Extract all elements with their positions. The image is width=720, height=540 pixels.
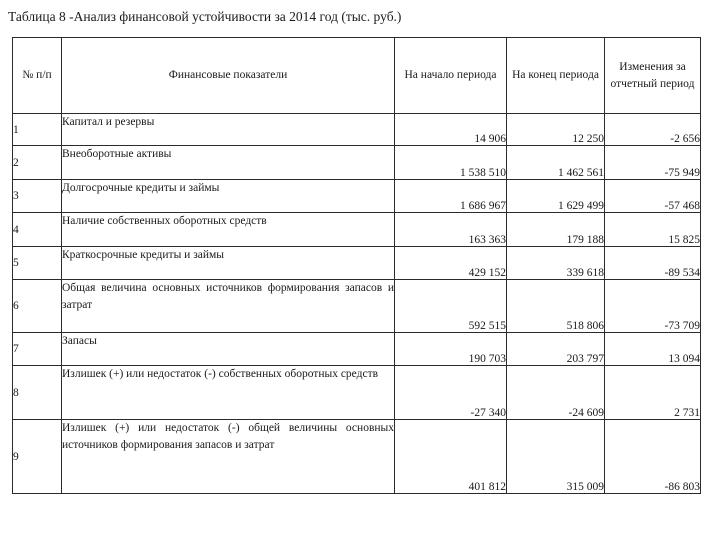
change-value: -89 534 xyxy=(605,247,701,280)
row-number: 4 xyxy=(13,213,62,247)
change-value: 13 094 xyxy=(605,333,701,366)
end-value: 315 009 xyxy=(507,420,605,494)
table-row xyxy=(13,180,701,213)
end-value: -24 609 xyxy=(507,366,605,420)
indicator-name: Излишек (+) или недостаток (-) общей величины основных источников формирования запасов и затрат xyxy=(62,420,395,494)
table-row xyxy=(13,366,701,420)
row-number: 6 xyxy=(13,280,62,333)
change-value: 2 731 xyxy=(605,366,701,420)
end-value: 339 618 xyxy=(507,247,605,280)
change-value: -2 656 xyxy=(605,114,701,146)
start-value: 163 363 xyxy=(395,213,507,247)
end-value: 1 462 561 xyxy=(507,146,605,180)
table-row xyxy=(13,280,701,333)
start-value: 429 152 xyxy=(395,247,507,280)
row-number: 8 xyxy=(13,366,62,420)
end-value: 1 629 499 xyxy=(507,180,605,213)
header-start: На начало периода xyxy=(395,38,507,114)
row-number: 5 xyxy=(13,247,62,280)
start-value: 1 538 510 xyxy=(395,146,507,180)
indicator-name: Наличие собственных оборотных средств xyxy=(62,213,395,247)
change-value: -75 949 xyxy=(605,146,701,180)
start-value: 401 812 xyxy=(395,420,507,494)
table-row xyxy=(13,213,701,247)
row-number: 3 xyxy=(13,180,62,213)
end-value: 203 797 xyxy=(507,333,605,366)
indicator-name: Запасы xyxy=(62,333,395,366)
header-indicator: Финансовые показатели xyxy=(62,38,395,114)
end-value: 518 806 xyxy=(507,280,605,333)
table-row xyxy=(13,247,701,280)
row-number: 2 xyxy=(13,146,62,180)
start-value: -27 340 xyxy=(395,366,507,420)
header-change: Изменения за отчетный период xyxy=(605,38,701,114)
indicator-name: Долгосрочные кредиты и займы xyxy=(62,180,395,213)
row-number: 1 xyxy=(13,114,62,146)
table-title: Таблица 8 -Анализ финансовой устойчивости за 2014 год (тыс. руб.) xyxy=(8,9,402,24)
indicator-name: Внеоборотные активы xyxy=(62,146,395,180)
row-number: 9 xyxy=(13,420,62,494)
table-row xyxy=(13,333,701,366)
start-value: 190 703 xyxy=(395,333,507,366)
indicator-name: Излишек (+) или недостаток (-) собственных оборотных средств xyxy=(62,366,395,420)
start-value: 1 686 967 xyxy=(395,180,507,213)
change-value: 15 825 xyxy=(605,213,701,247)
end-value: 12 250 xyxy=(507,114,605,146)
header-end: На конец периода xyxy=(507,38,605,114)
indicator-name: Капитал и резервы xyxy=(62,114,395,146)
change-value: -73 709 xyxy=(605,280,701,333)
end-value: 179 188 xyxy=(507,213,605,247)
table-row xyxy=(13,146,701,180)
indicator-name: Общая величина основных источников формирования запасов и затрат xyxy=(62,280,395,333)
header-row xyxy=(13,38,701,114)
indicator-name: Краткосрочные кредиты и займы xyxy=(62,247,395,280)
table-row xyxy=(13,114,701,146)
change-value: -86 803 xyxy=(605,420,701,494)
header-num: № п/п xyxy=(13,38,62,114)
financial-stability-table xyxy=(12,37,701,494)
change-value: -57 468 xyxy=(605,180,701,213)
start-value: 592 515 xyxy=(395,280,507,333)
start-value: 14 906 xyxy=(395,114,507,146)
table-row xyxy=(13,420,701,494)
row-number: 7 xyxy=(13,333,62,366)
